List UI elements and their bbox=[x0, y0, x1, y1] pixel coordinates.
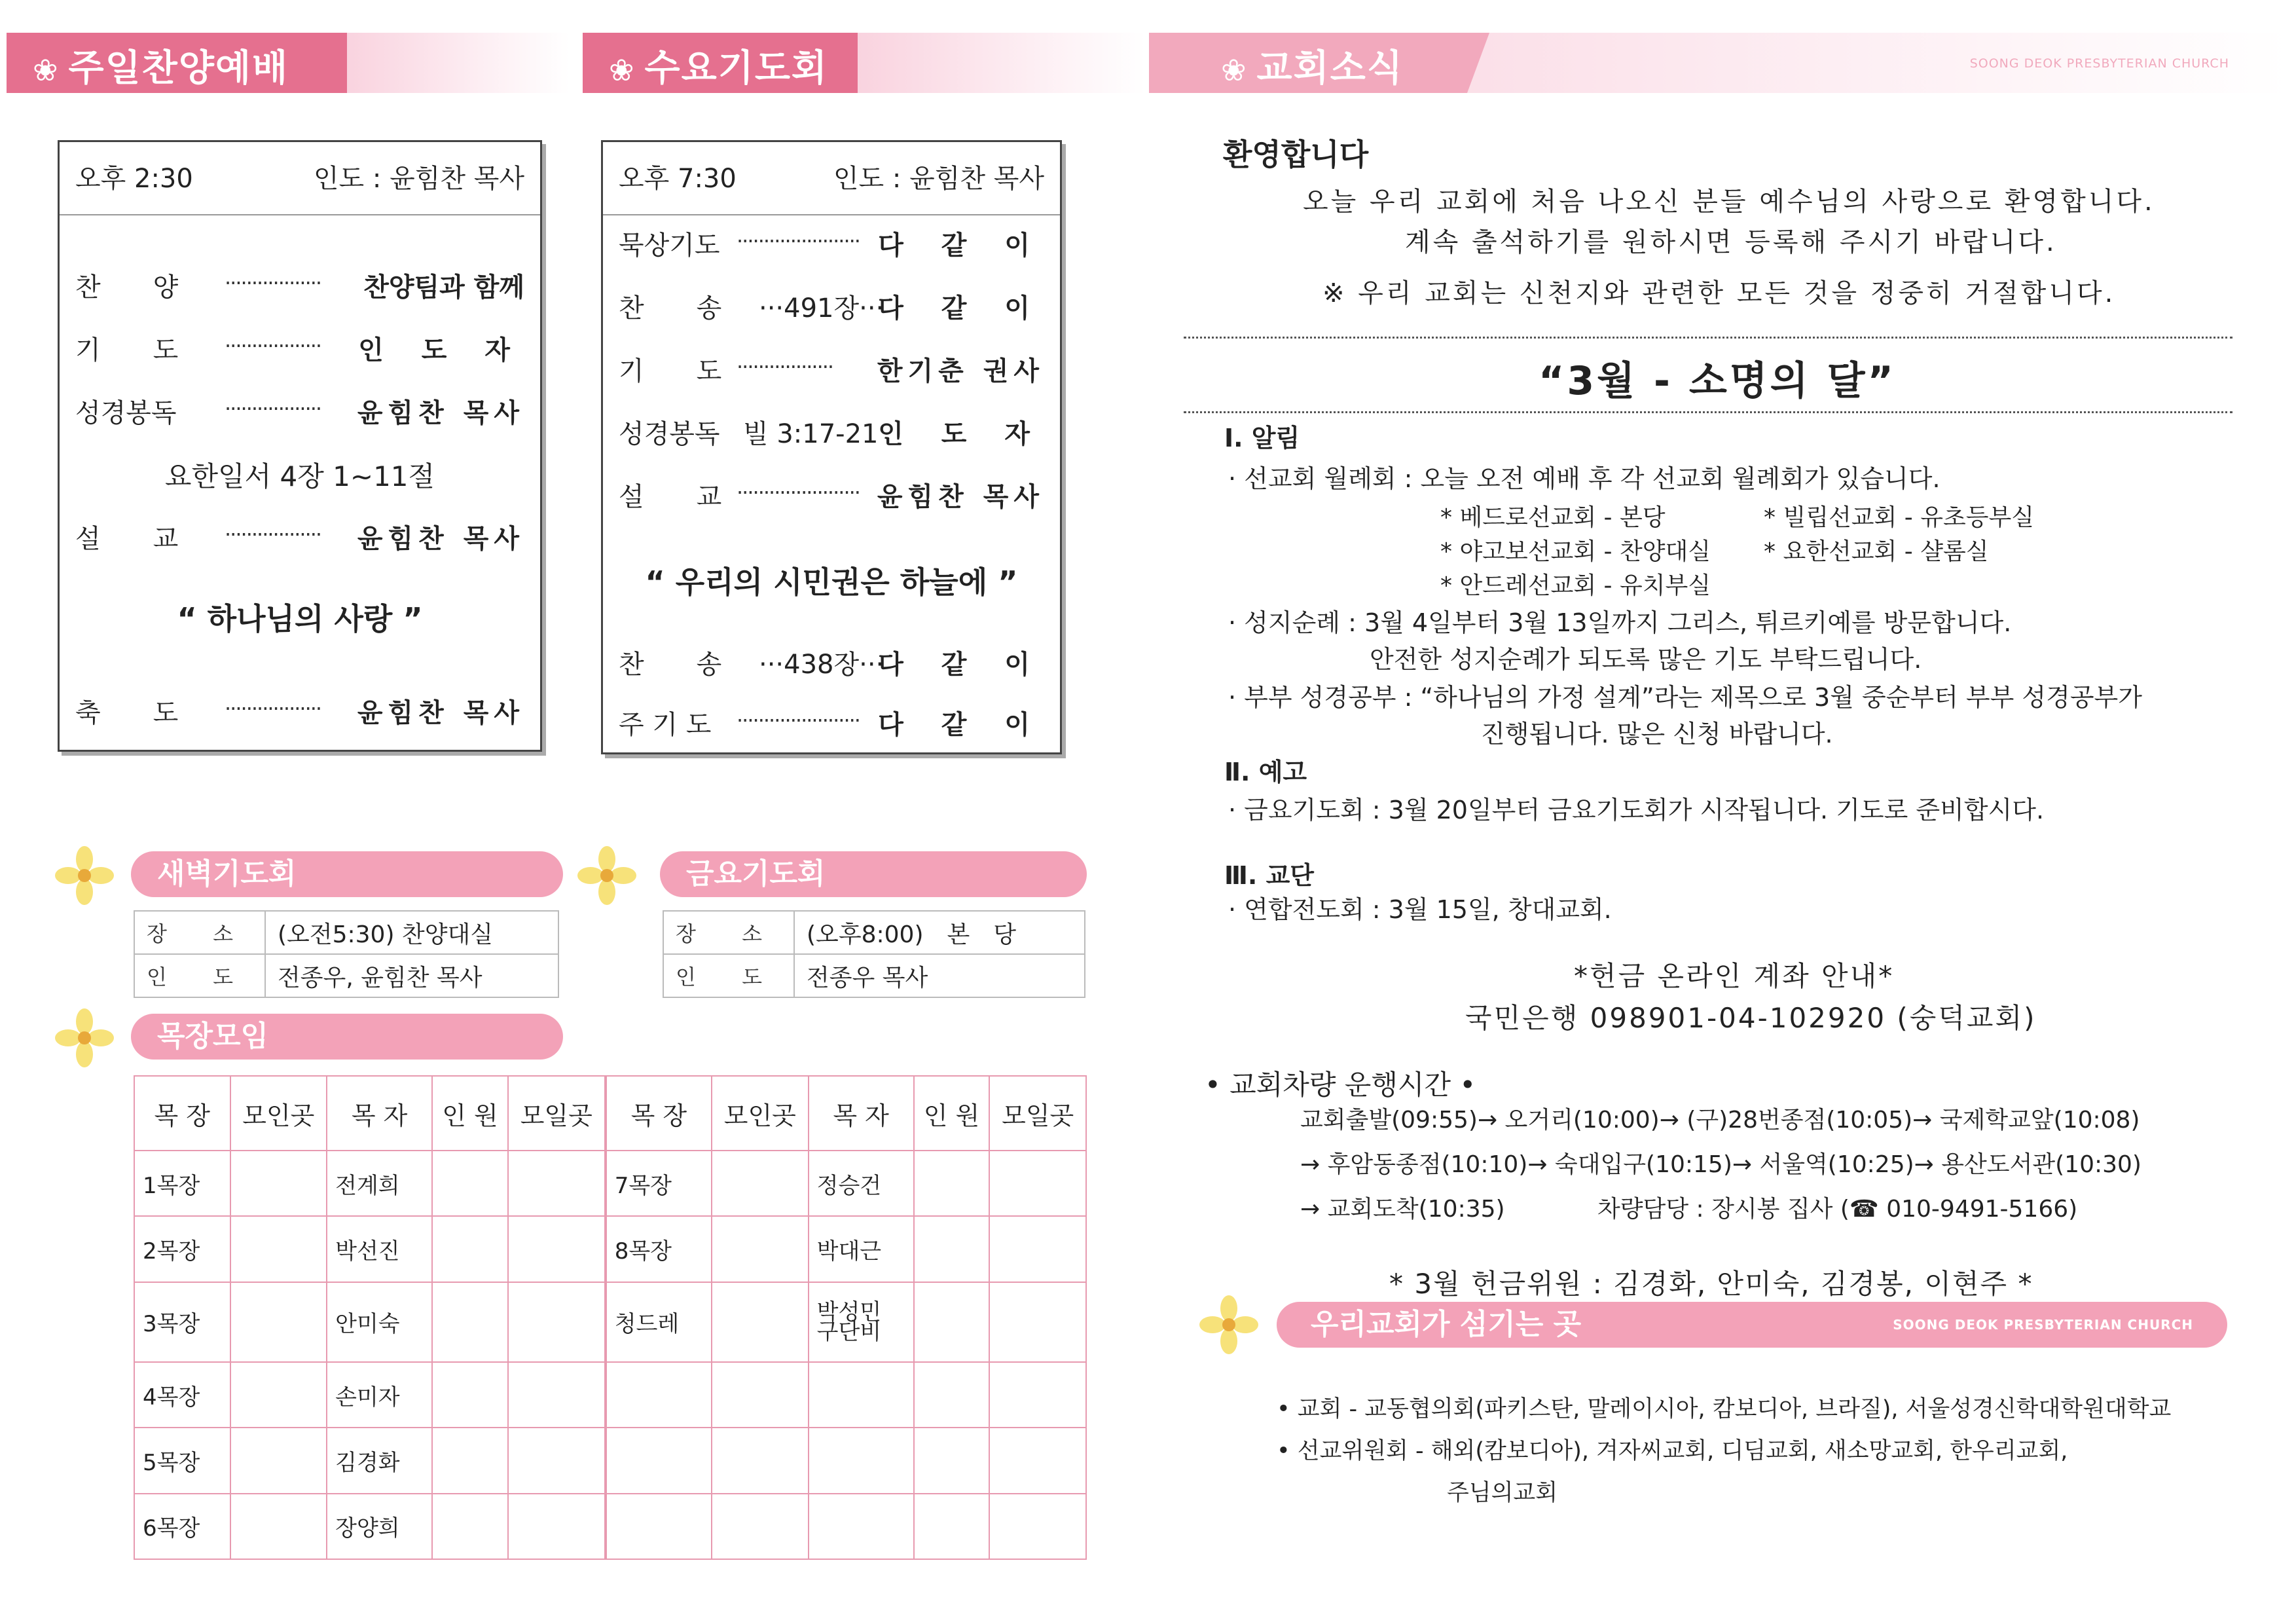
section-title: 교회소식 bbox=[1256, 47, 1404, 90]
flower-icon bbox=[577, 846, 636, 905]
header-wednesday bbox=[583, 33, 1146, 93]
dawn-prayer-header: 새벽기도회 bbox=[131, 851, 563, 897]
groups-header: 목장모임 bbox=[131, 1014, 563, 1060]
serve-item: • 교회 - 교동협의회(파키스탄, 말레이시아, 캄보디아, 브라질), 서울성경신학대학원대학교 bbox=[1277, 1396, 2172, 1422]
car-schedule-title: • 교회차량 운행시간 • bbox=[1205, 1069, 1476, 1101]
section-heading: Ⅲ. 교단 bbox=[1224, 861, 1315, 890]
wednesday-order-box: 오후 7:30 인도 : 윤힘찬 목사 묵상기도 ······················· 다 같 이 찬 송 ···491장··· 다 같 이 기 도 ·················· 한기춘 권사 성경봉독 빌 3:17-21 인 도 자 설 교 ······················· 윤힘찬 목사 “ 우리의 시민권은 하늘에 ” 찬 송 ···438장··· 다 같 이 주 기 도 ······················· 다 같 이 bbox=[601, 140, 1062, 754]
news-item: · 부부 성경공부 : “하나님의 가정 설계”라는 제목으로 3월 중순부터 부부 성경공부가 bbox=[1228, 683, 2142, 712]
section-title: 수요기도회 bbox=[644, 47, 829, 90]
car-route: 교회출발(09:55)→ 오거리(10:00)→ (구)28번종점(10:05)→ 국제학교앞(10:08) bbox=[1300, 1107, 2140, 1134]
news-item: · 선교회 월례회 : 오늘 오전 예배 후 각 선교회 월례회가 있습니다. bbox=[1228, 464, 1941, 493]
news-item: 안전한 성지순례가 되도록 많은 기도 부탁드립니다. bbox=[1370, 645, 1922, 674]
welcome-text: 오늘 우리 교회에 처음 나오신 분들 예수님의 사랑으로 환영합니다. bbox=[1303, 187, 2155, 217]
section-title: 주일찬양예배 bbox=[68, 47, 289, 90]
sermon-title: “ 우리의 시민권은 하늘에 ” bbox=[645, 564, 1018, 600]
car-route: → 교회도착(10:35) bbox=[1300, 1196, 1505, 1223]
car-route: → 후암동종점(10:10)→ 숙대입구(10:15)→ 서울역(10:25)→ 용산도서관(10:30) bbox=[1300, 1151, 2141, 1178]
groups-table bbox=[134, 1075, 1087, 1560]
serve-item: 주님의교회 bbox=[1447, 1480, 1558, 1506]
flower-icon bbox=[55, 1008, 114, 1067]
serve-item: • 선교위원회 - 해외(캄보디아), 겨자씨교회, 디딤교회, 새소망교회, 한우리교회, bbox=[1277, 1438, 2068, 1464]
header-sunday bbox=[7, 33, 570, 93]
dawn-prayer-table: 장 소 (오전5:30) 찬양대실 인 도 전종우, 윤힘찬 목사 bbox=[134, 910, 559, 998]
section-heading: Ⅱ. 예고 bbox=[1224, 758, 1307, 786]
mission-group: * 야고보선교회 - 찬양대실 bbox=[1440, 538, 1711, 565]
table-row: 4목장 손미자 bbox=[134, 1362, 1086, 1428]
sermon-title: “ 하나님의 사랑 ” bbox=[177, 601, 423, 637]
flower-icon: ❀ bbox=[609, 52, 636, 88]
flower-icon: ❀ bbox=[33, 52, 60, 88]
serve-header: 우리교회가 섬기는 곳 SOONG DEOK PRESBYTERIAN CHURCH bbox=[1277, 1302, 2227, 1348]
welcome-title: 환영합니다 bbox=[1223, 137, 1369, 172]
offering-title: *헌금 온라인 계좌 안내* bbox=[1574, 960, 1895, 992]
divider bbox=[1184, 411, 2232, 413]
table-row: 5목장 김경화 bbox=[134, 1428, 1086, 1493]
church-english-name: SOONG DEOK PRESBYTERIAN CHURCH bbox=[1893, 1317, 2193, 1333]
news-item: 진행됩니다. 많은 신청 바랍니다. bbox=[1481, 720, 1833, 748]
welcome-text: 계속 출석하기를 원하시면 등록해 주시기 바랍니다. bbox=[1405, 227, 2057, 257]
sunday-order-box: 오후 2:30 인도 : 윤힘찬 목사 찬 양 ·················· 찬양팀과 함께 기 도 ·················· 인 도 자 성경봉독 ·················· 윤힘찬 목사 요한일서 4장 1~11절 설 교 ·················· 윤힘찬 목사 “ 하나님의 사랑 ” 축 도 ·················· 윤힘찬 목사 bbox=[58, 140, 542, 752]
offering-committee: * 3월 헌금위원 : 김경화, 안미숙, 김경봉, 이현주 * bbox=[1389, 1268, 2033, 1300]
header-news bbox=[1149, 33, 2288, 93]
table-header-row: 목 장 모인곳 목 자 인 원 모일곳 목 장 모인곳 목 자 인 원 모일곳 bbox=[134, 1076, 1086, 1151]
friday-prayer-table: 장 소 (오후8:00) 본 당 인 도 전종우 목사 bbox=[663, 910, 1085, 998]
friday-prayer-header: 금요기도회 bbox=[660, 851, 1087, 897]
divider bbox=[1184, 337, 2232, 339]
mission-group: * 요한선교회 - 샬롬실 bbox=[1764, 538, 1989, 565]
table-row: 1목장 전계희 7목장 정승건 bbox=[134, 1151, 1086, 1216]
notice-text: ※ 우리 교회는 신천지와 관련한 모든 것을 정중히 거절합니다. bbox=[1322, 278, 2116, 308]
service-info-row: 오후 7:30 인도 : 윤힘찬 목사 bbox=[619, 164, 1044, 194]
news-item: · 금요기도회 : 3월 20일부터 금요기도회가 시작됩니다. 기도로 준비합시다. bbox=[1228, 796, 2045, 824]
table-row: 3목장 안미숙 청드레 박성민 구단비 bbox=[134, 1282, 1086, 1362]
table-row: 6목장 장양희 bbox=[134, 1494, 1086, 1559]
flower-icon bbox=[1199, 1295, 1258, 1354]
offering-account: 국민은행 098901-04-102920 (숭덕교회) bbox=[1465, 1002, 2037, 1034]
service-info-row: 오후 2:30 인도 : 윤힘찬 목사 bbox=[75, 164, 524, 194]
flower-icon: ❀ bbox=[1221, 52, 1248, 88]
flower-icon bbox=[55, 846, 114, 905]
scripture: 요한일서 4장 1~11절 bbox=[164, 460, 435, 492]
car-driver: 차량담당 : 장시봉 집사 (☎ 010-9491-5166) bbox=[1597, 1196, 2078, 1223]
month-theme: “3월 - 소명의 달” bbox=[1539, 358, 1896, 404]
news-item: · 성지순례 : 3월 4일부터 3월 13일까지 그리스, 튀르키예를 방문합니다. bbox=[1228, 608, 2012, 637]
church-english-name: SOONG DEOK PRESBYTERIAN CHURCH bbox=[1969, 56, 2229, 71]
mission-group: * 안드레선교회 - 유치부실 bbox=[1440, 572, 1711, 599]
mission-group: * 빌립선교회 - 유초등부실 bbox=[1764, 504, 2035, 531]
mission-group: * 베드로선교회 - 본당 bbox=[1440, 504, 1666, 531]
section-heading: Ⅰ. 알림 bbox=[1224, 424, 1300, 452]
news-item: · 연합전도회 : 3월 15일, 창대교회. bbox=[1228, 895, 1612, 924]
table-row: 2목장 박선진 8목장 박대근 bbox=[134, 1216, 1086, 1282]
